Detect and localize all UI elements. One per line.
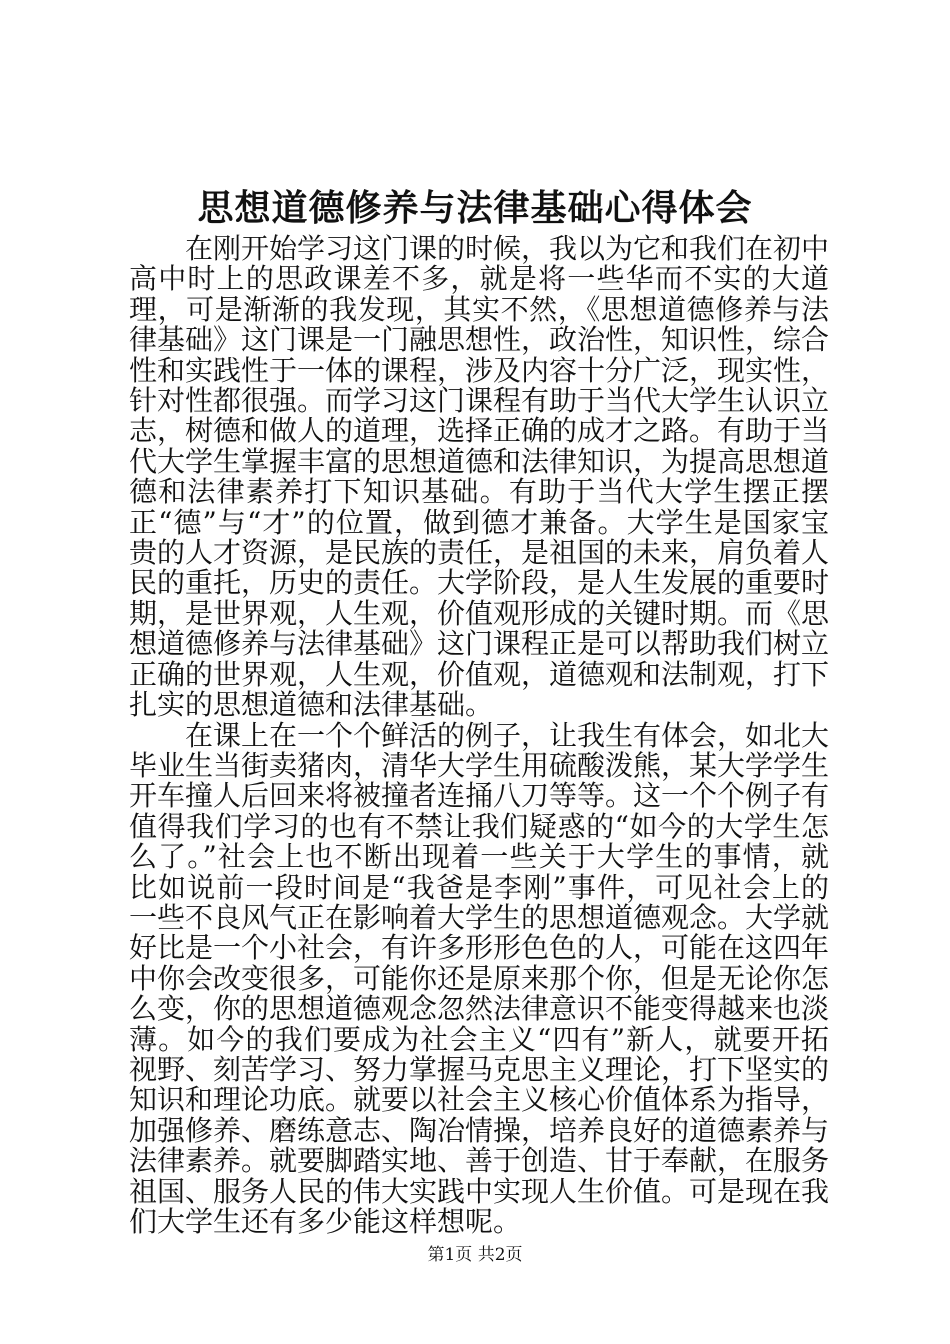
paragraph-1: 在刚开始学习这门课的时候，我以为它和我们在初中高中时上的思政课差不多，就是将一些华而不实的大道理，可是渐渐的我发现，其实不然，《思想道德修养与法律基础》这门课是一门融思想性，政治性，知识性，综合性和实践性于一体的课程，涉及内容十分广泛，现实性，针对性都很强。而学习这门课程有助于当代大学生认识立志，树德和做人的道理，选择正确的成才之路。有助于当代大学生掌握丰富的思想道德和法律知识，为提高思想道德和法律素养打下知识基础。有助于当代大学生摆正摆正“德”与“才”的位置，做到德才兼备。大学生是国家宝贵的人才资源，是民族的责任，是祖国的未来，肩负着人民的重托，历史的责任。大学阶段，是人生发展的重要时期，是世界观，人生观，价值观形成的关键时期。而《思想道德修养与法律基础》这门课程正是可以帮助我们树立正确的世界观，人生观，价值观，道德观和法制观，打下扎实的思想道德和法律基础。	[129, 232, 830, 722]
document-title: 思想道德修养与法律基础心得体会	[197, 188, 753, 229]
document-body	[129, 234, 829, 1237]
page-number-footer: 第1页 共2页	[427, 1245, 523, 1265]
paragraph-2: 在课上在一个个鲜活的例子，让我生有体会，如北大毕业生当街卖猪肉，清华大学生用硫酸泼熊，某大学学生开车撞人后回来将被撞者连捅八刀等等。这一个个例子有值得我们学习的也有不禁让我们疑惑的“如今的大学生怎么了。”社会上也不断出现着一些关于大学生的事情，就比如说前一段时间是“我爸是李刚”事件，可见社会上的一些不良风气正在影响着大学生的思想道德观念。大学就好比是一个小社会，有许多形形色色的人，可能在这四年中你会改变很多，可能你还是原来那个你，但是无论你怎么变，你的思想道德观念忽然法律意识不能变得越来也淡薄。如今的我们要成为社会主义“四有”新人，就要开拓视野、刻苦学习、努力掌握马克思主义理论，打下坚实的知识和理论功底。就要以社会主义核心价值体系为指导，加强修养、磨练意志、陶冶情操，培养良好的道德素养与法律素养。就要脚踏实地、善于创造、甘于奉献，在服务祖国、服务人民的伟大实践中实现人生价值。可是现在我们大学生还有多少能这样想呢。	[129, 718, 830, 1238]
